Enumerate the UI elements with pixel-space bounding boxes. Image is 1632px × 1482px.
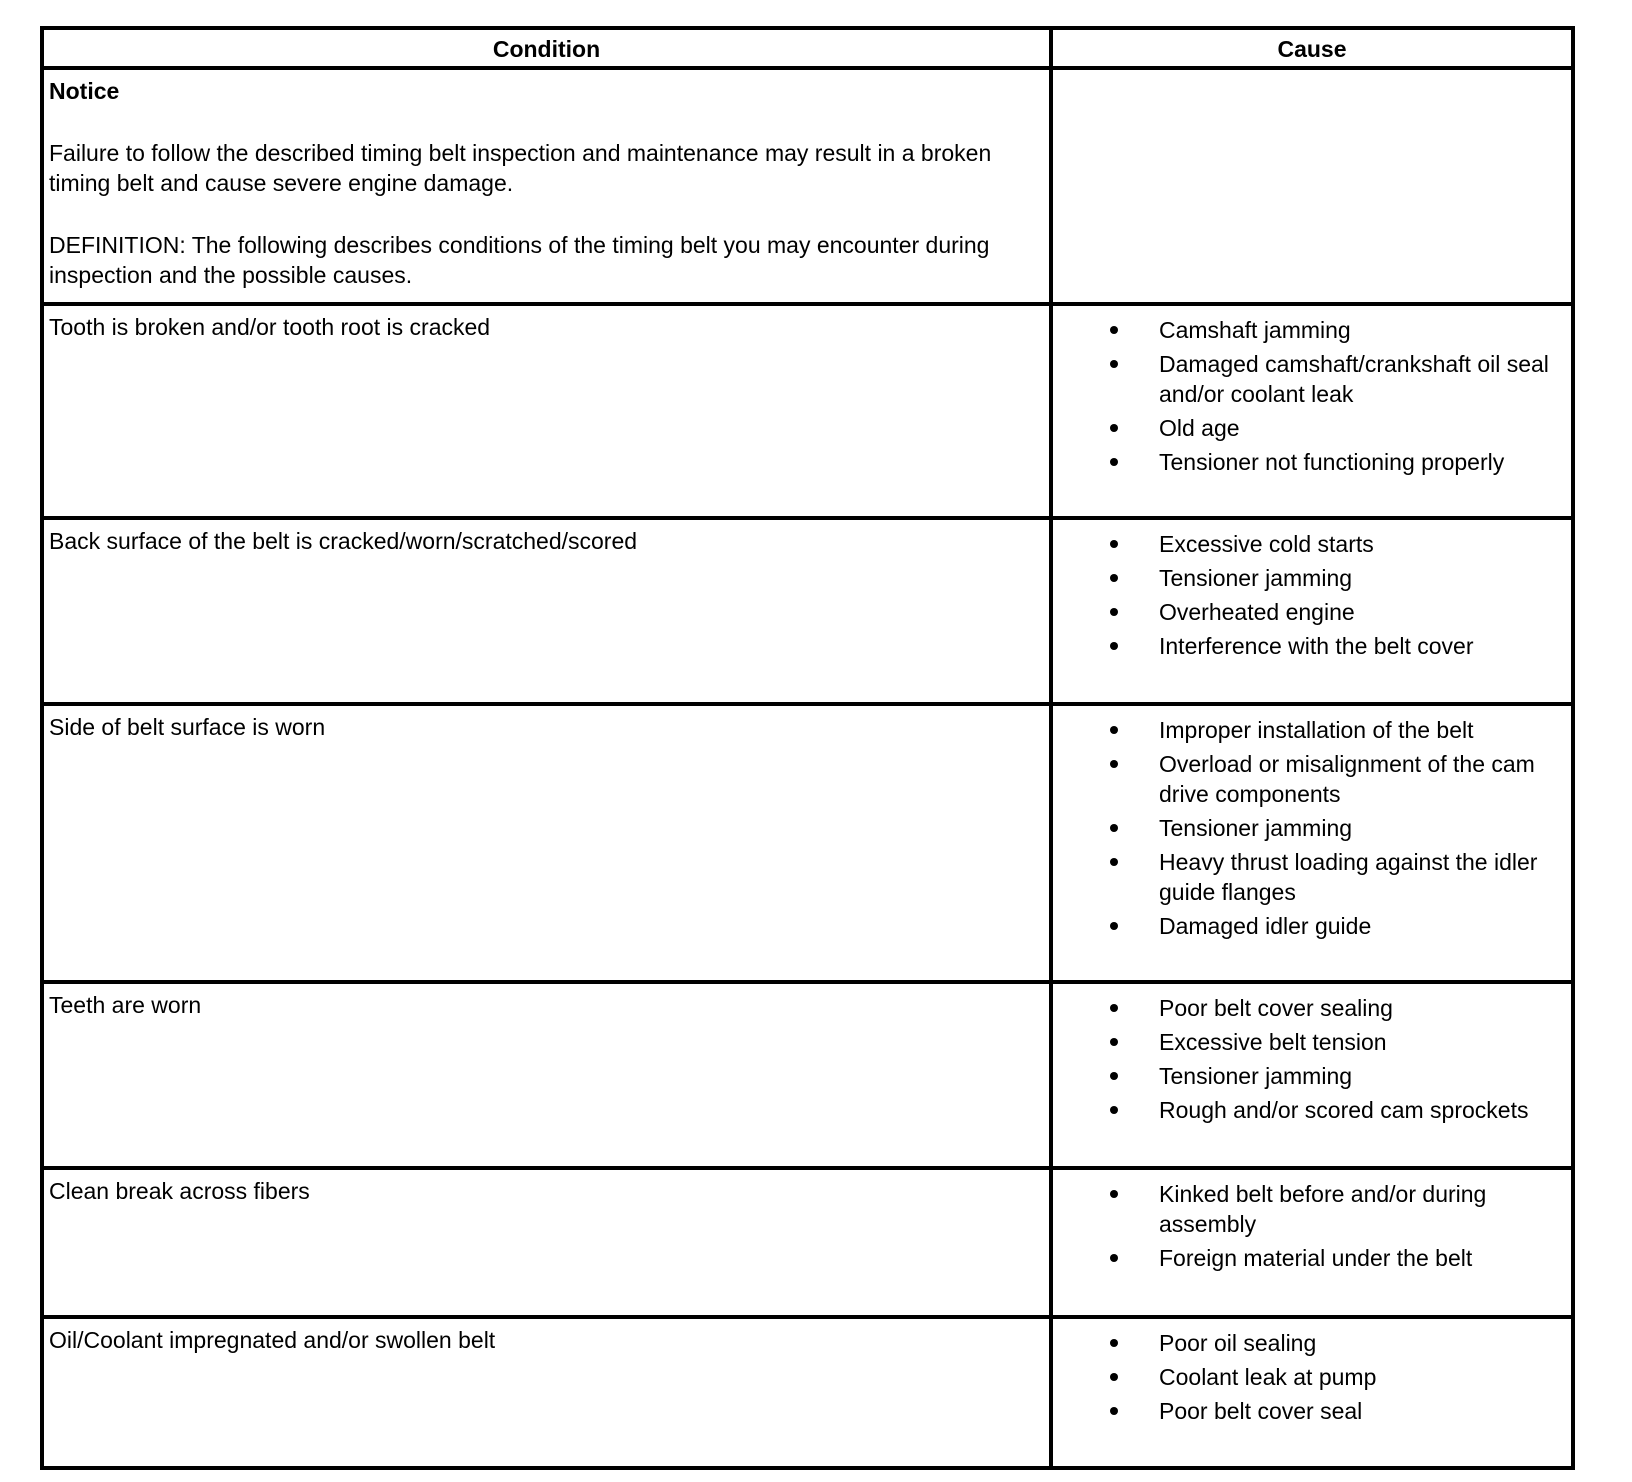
cause-header: Cause [1277,36,1347,62]
bullet-icon [1110,922,1118,930]
cause-item: Overheated engine [1053,597,1567,627]
notice-row [44,66,1571,302]
cause-item: Camshaft jamming [1053,315,1567,345]
bullet-icon [1110,1407,1118,1415]
notice-cell [44,70,1053,302]
cause-item: Interference with the belt cover [1053,631,1567,661]
bullet-icon [1110,726,1118,734]
cause-item: Coolant leak at pump [1053,1362,1567,1392]
timing-belt-table [40,26,1575,1470]
condition-cell: Teeth are worn [44,984,1053,1166]
condition-cell: Tooth is broken and/or tooth root is cracked [44,306,1053,516]
bullet-icon [1110,1254,1118,1262]
cause-cell [1053,1319,1571,1466]
cause-item: Damaged idler guide [1053,911,1567,941]
header-row [44,30,1571,66]
cause-list [1053,529,1567,661]
condition-cell: Back surface of the belt is cracked/worn/scratched/scored [44,520,1053,702]
table-row [44,702,1571,980]
cause-list [1053,1179,1567,1273]
bullet-icon [1110,540,1118,548]
bullet-icon [1110,326,1118,334]
definition-paragraph: DEFINITION: The following describes conditions of the timing belt you may encounter during inspection and the possible causes. [49,232,990,288]
cause-item: Foreign material under the belt [1053,1243,1567,1273]
cause-item: Tensioner jamming [1053,813,1567,843]
bullet-icon [1110,574,1118,582]
cause-item: Tensioner not functioning properly [1053,447,1567,477]
bullet-icon [1110,1106,1118,1114]
condition-cell: Clean break across fibers [44,1170,1053,1315]
table-row [44,980,1571,1166]
cause-item: Improper installation of the belt [1053,715,1567,745]
table-row [44,1315,1571,1466]
condition-header: Condition [44,30,1053,66]
bullet-icon [1110,360,1118,368]
notice-paragraph: Failure to follow the described timing belt inspection and maintenance may result in a broken timing belt and cause severe engine damage. [49,140,992,196]
cause-list [1053,1328,1567,1426]
cause-item: Tensioner jamming [1053,1061,1567,1091]
cause-list [1053,715,1567,941]
table-row [44,302,1571,516]
bullet-icon [1110,458,1118,466]
bullet-icon [1110,608,1118,616]
cause-item: Excessive belt tension [1053,1027,1567,1057]
cause-cell [1053,984,1571,1166]
cause-item: Old age [1053,413,1567,443]
cause-item: Poor belt cover sealing [1053,993,1567,1023]
table-row [44,1166,1571,1315]
bullet-icon [1110,760,1118,768]
cause-list [1053,993,1567,1125]
notice-cause-cell [1053,70,1571,302]
bullet-icon [1110,1373,1118,1381]
bullet-icon [1110,1038,1118,1046]
table-row [44,516,1571,702]
cause-item: Heavy thrust loading against the idler guide flanges [1053,847,1567,907]
cause-cell [1053,1170,1571,1315]
condition-cell: Oil/Coolant impregnated and/or swollen belt [44,1319,1053,1466]
condition-cell: Side of belt surface is worn [44,706,1053,980]
notice-title: Notice [49,78,120,104]
bullet-icon [1110,1072,1118,1080]
cause-item: Excessive cold starts [1053,529,1567,559]
cause-item: Rough and/or scored cam sprockets [1053,1095,1567,1125]
cause-item: Tensioner jamming [1053,563,1567,593]
cause-item: Poor oil sealing [1053,1328,1567,1358]
cause-cell [1053,306,1571,516]
bullet-icon [1110,424,1118,432]
bullet-icon [1110,642,1118,650]
bullet-icon [1110,824,1118,832]
cause-list [1053,315,1567,477]
bullet-icon [1110,1339,1118,1347]
cause-item: Kinked belt before and/or during assembly [1053,1179,1567,1239]
cause-item: Damaged camshaft/crankshaft oil seal and/or coolant leak [1053,349,1567,409]
cause-cell [1053,706,1571,980]
cause-cell [1053,520,1571,702]
cause-item: Poor belt cover seal [1053,1396,1567,1426]
bullet-icon [1110,858,1118,866]
bullet-icon [1110,1190,1118,1198]
cause-item: Overload or misalignment of the cam drive components [1053,749,1567,809]
bullet-icon [1110,1004,1118,1012]
